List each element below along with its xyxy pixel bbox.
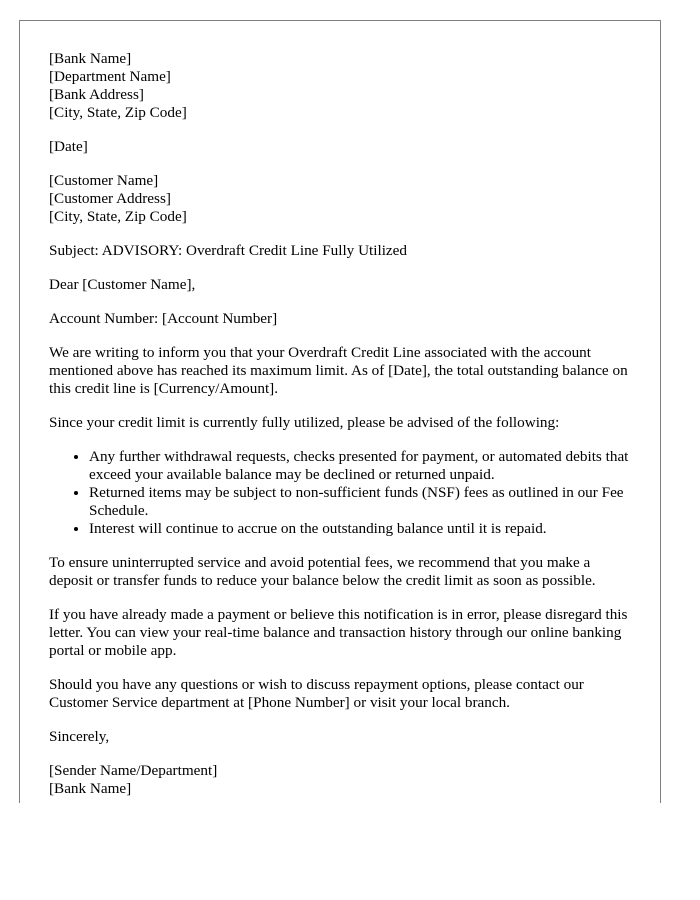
contact-paragraph: Should you have any questions or wish to discuss repayment options, please contact our Customer Service department at [Phone Number] or visit your local branch. bbox=[49, 676, 584, 711]
sender-address-block bbox=[49, 50, 631, 122]
letter-page bbox=[19, 20, 661, 803]
signature-sender: [Sender Name/Department] bbox=[49, 762, 218, 779]
signature-bank-name: [Bank Name] bbox=[49, 780, 132, 797]
closing: Sincerely, bbox=[49, 728, 110, 745]
sender-bank-name: [Bank Name] bbox=[49, 50, 132, 67]
recipient-address-block bbox=[49, 172, 631, 226]
list-item: • Returned items may be subject to non-sufficient funds (NSF) fees as outlined in our Fee Schedule. bbox=[89, 484, 631, 520]
recipient-city-state-zip: [City, State, Zip Code] bbox=[49, 208, 187, 225]
salutation: Dear [Customer Name], bbox=[49, 276, 196, 293]
advisory-list bbox=[49, 448, 631, 538]
disregard-paragraph: If you have already made a payment or believe this notification is in error, please disregard this letter. You can view your real-time balance and transaction history through our online banking portal or mobile app. bbox=[49, 606, 628, 659]
letter-date: [Date] bbox=[49, 138, 88, 155]
list-item: • Any further withdrawal requests, checks presented for payment, or automated debits that exceed your available balance may be declined or returned unpaid. bbox=[89, 448, 631, 484]
list-item: • Interest will continue to accrue on the outstanding balance until it is repaid. bbox=[89, 520, 631, 538]
sender-city-state-zip: [City, State, Zip Code] bbox=[49, 104, 187, 121]
recommendation-paragraph: To ensure uninterrupted service and avoid potential fees, we recommend that you make a deposit or transfer funds to reduce your balance below the credit limit as soon as possible. bbox=[49, 554, 596, 589]
intro-paragraph: We are writing to inform you that your Overdraft Credit Line associated with the account mentioned above has reached its maximum limit. As of [Date], the total outstanding balance on this credit line is [Currency/Amount]. bbox=[49, 344, 628, 397]
account-number-line: Account Number: [Account Number] bbox=[49, 310, 278, 327]
recipient-name: [Customer Name] bbox=[49, 172, 159, 189]
sender-department-name: [Department Name] bbox=[49, 68, 171, 85]
signature-block bbox=[49, 762, 631, 798]
advisory-lead-paragraph: Since your credit limit is currently fully utilized, please be advised of the following: bbox=[49, 414, 560, 431]
recipient-address: [Customer Address] bbox=[49, 190, 171, 207]
sender-bank-address: [Bank Address] bbox=[49, 86, 144, 103]
subject-line: Subject: ADVISORY: Overdraft Credit Line Fully Utilized bbox=[49, 242, 407, 259]
